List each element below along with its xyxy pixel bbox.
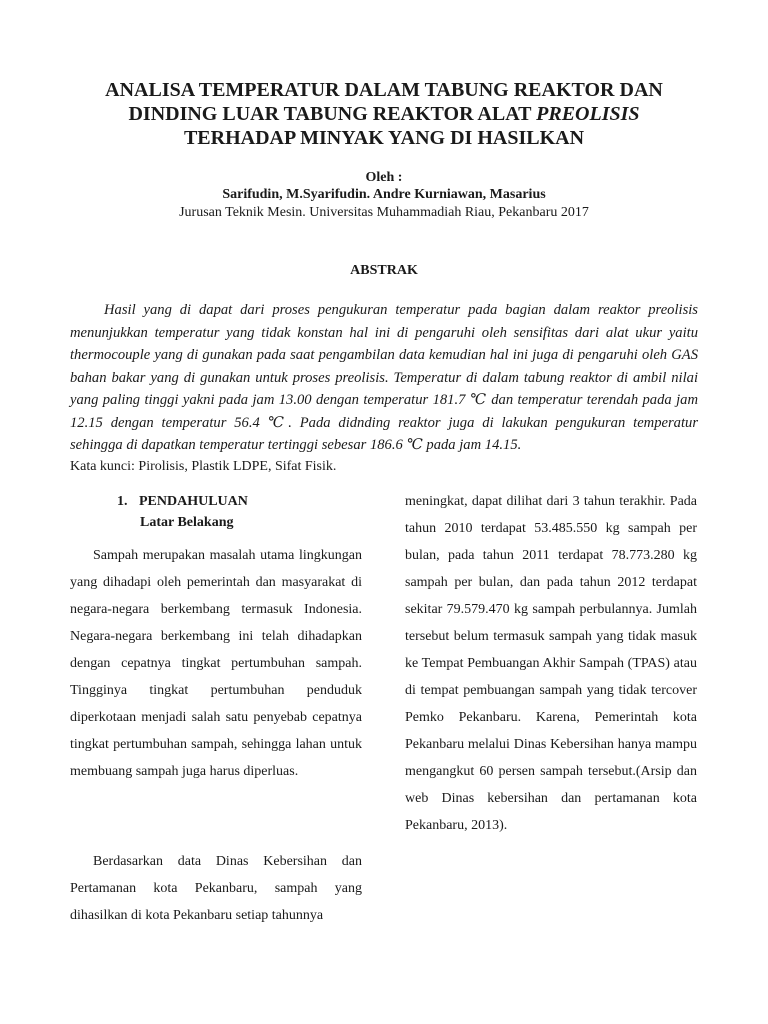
section-heading <box>117 494 248 510</box>
title-italic-word: PREOLISIS <box>536 103 640 125</box>
abstract-text: Hasil yang di dapat dari proses pengukuran temperatur pada bagian dalam reaktor preolisis menunjukkan temperatur yang tidak konstan hal ini di pengaruhi oleh sensifitas dari alat ukur yaitu thermocouple yang di gunakan pada saat pengambilan data kemudian hal ini juga di pengaruhi oleh GAS bahan bakar yang di gunakan untuk proses preolisis. Temperatur di dalam tabung reaktor di ambil nilai yang paling tinggi yakni pada jam 13.00 dengan temperatur 181.7 ℃ dan temperatur terendah pada jam 12.15 dengan temperatur 56.4 ℃. Pada didnding reaktor juga di lakukan pengukuran temperatur sehingga di dapatkan temperatur tertinggi sebesar 186.6 ℃ pada jam 14.15. <box>70 302 698 453</box>
title-line-2 <box>60 102 708 126</box>
body-paragraph: Sampah merupakan masalah utama lingkungan yang dihadapi oleh pemerintah dan masyarakat di negara-negara berkembang termasuk Indonesia. Negara-negara berkembang ini telah dihadapkan dengan cepatnya tingkat pertumbuhan sampah. Tingginya tingkat pertumbuhan penduduk diperkotaan menjadi salah satu penyebab cepatnya tingkat pertumbuhan sampah, sehingga lahan untuk membuang sampah juga harus diperluas. <box>70 548 362 779</box>
abstract-heading: ABSTRAK <box>350 263 418 278</box>
body-paragraph: Berdasarkan data Dinas Kebersihan dan Pertamanan kota Pekanbaru, sampah yang dihasilkan di kota Pekanbaru setiap tahunnya <box>70 854 362 923</box>
title-line-2-text: DINDING LUAR TABUNG REAKTOR ALAT <box>128 103 537 125</box>
right-column <box>405 488 697 839</box>
subsection-heading: Latar Belakang <box>140 515 234 530</box>
affiliation: Jurusan Teknik Mesin. Universitas Muhammadiah Riau, Pekanbaru 2017 <box>179 205 589 220</box>
title-line-3: TERHADAP MINYAK YANG DI HASILKAN <box>183 127 585 149</box>
byline-label: Oleh : <box>365 170 403 185</box>
keywords: Kata kunci: Pirolisis, Plastik LDPE, Sifat Fisik. <box>70 459 337 474</box>
paper-title <box>60 78 708 150</box>
body-paragraph: meningkat, dapat dilihat dari 3 tahun terakhir. Pada tahun 2010 terdapat 53.485.550 kg sampah per bulan, pada tahun 2011 terdapat 78.773.280 kg sampah per bulan, dan pada tahun 2012 terdapat sekitar 79.579.470 kg sampah perbulannya. Jumlah tersebut belum termasuk sampah yang tidak masuk ke Tempat Pembuangan Akhir Sampah (TPAS) atau di tempat pembuangan sampah yang tidak tercover Pemko Pekanbaru. Karena, Pemerintah kota Pekanbaru melalui Dinas Kebersihan hanya mampu mengangkut 60 persen sampah tersebut.(Arsip dan web Dinas kebersihan dan pertamanan kota Pekanbaru, 2013). <box>405 494 697 833</box>
author-list: Sarifudin, M.Syarifudin. Andre Kurniawan, Masarius <box>222 187 546 202</box>
section-number: 1. <box>117 494 128 509</box>
section-title: PENDAHULUAN <box>139 494 248 509</box>
title-line-1: ANALISA TEMPERATUR DALAM TABUNG REAKTOR DAN <box>105 79 663 101</box>
